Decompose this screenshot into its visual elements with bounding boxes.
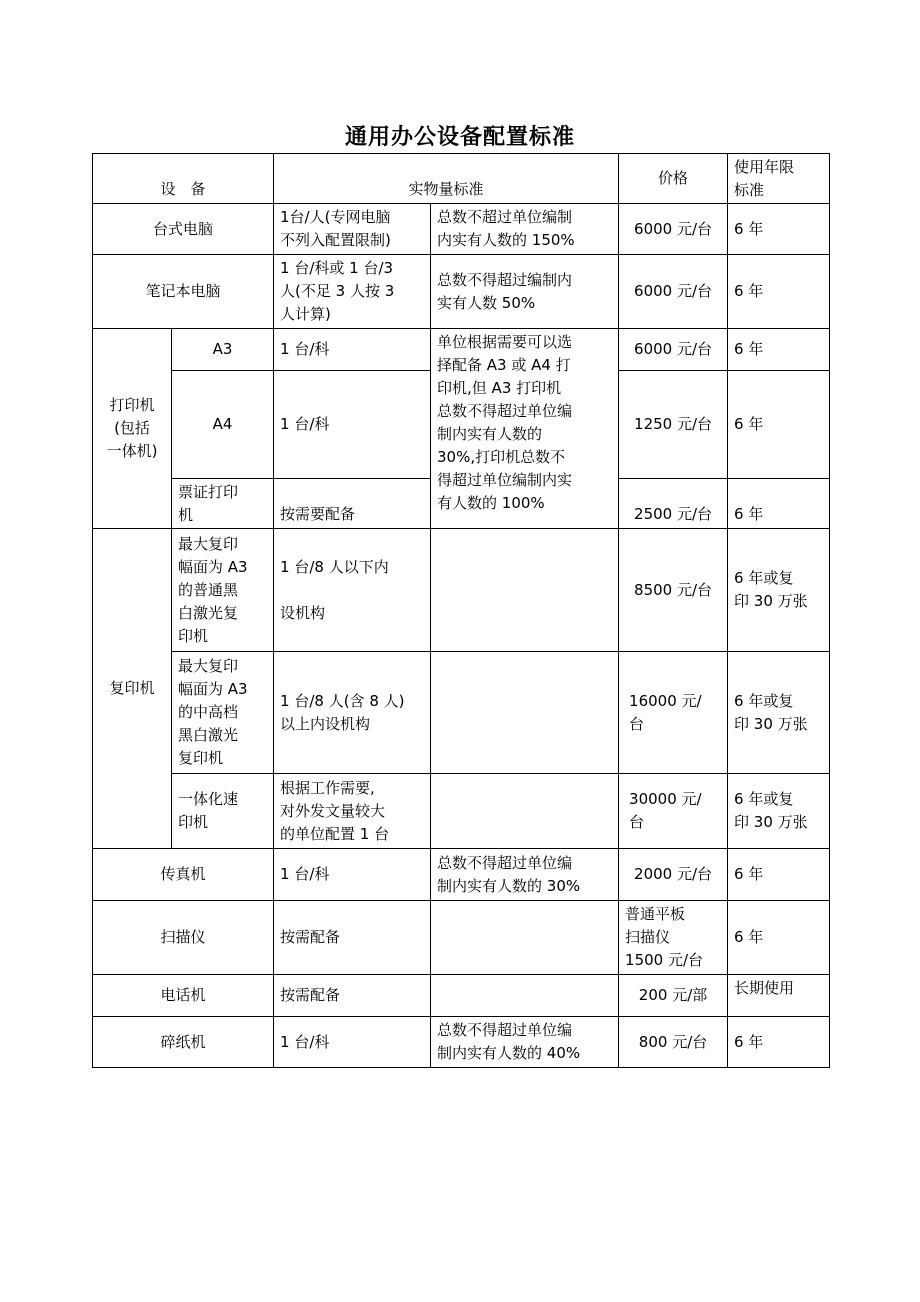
device-subtype: 最大复印 幅面为 A3 的中高档 黑白激光 复印机 (172, 652, 274, 774)
limit-standard: 总数不得超过单位编 制内实有人数的 30% (431, 849, 619, 901)
table-row (93, 529, 830, 652)
quantity-standard: 1 台/科 (274, 329, 431, 371)
price: 6000 元/台 (619, 255, 728, 329)
table-row (93, 901, 830, 975)
price: 800 元/台 (619, 1017, 728, 1068)
device-name: 台式电脑 (93, 204, 274, 255)
device-subtype: 最大复印 幅面为 A3 的普通黑 白激光复 印机 (172, 529, 274, 652)
device-subtype: A4 (172, 371, 274, 479)
price: 8500 元/台 (619, 529, 728, 652)
header-standard: 实物量标准 (274, 154, 619, 204)
quantity-standard: 根据工作需要, 对外发文量较大 的单位配置 1 台 (274, 774, 431, 849)
limit-standard: 总数不得超过编制内 实有人数 50% (431, 255, 619, 329)
equipment-standard-table (92, 153, 830, 1068)
quantity-standard: 1 台/科 (274, 1017, 431, 1068)
price: 30000 元/ 台 (619, 774, 728, 849)
table-row (93, 1017, 830, 1068)
service-life: 6 年 (728, 329, 830, 371)
limit-standard (431, 774, 619, 849)
device-subtype: 票证打印 机 (172, 479, 274, 529)
quantity-standard: 1 台/科 (274, 371, 431, 479)
table-row (93, 652, 830, 774)
service-life: 6 年 (728, 1017, 830, 1068)
quantity-standard: 1 台/8 人以下内 设机构 (274, 529, 431, 652)
price: 1250 元/台 (619, 371, 728, 479)
table-row (93, 774, 830, 849)
price: 2500 元/台 (619, 479, 728, 529)
table-row (93, 975, 830, 1017)
price: 普通平板 扫描仪 1500 元/台 (619, 901, 728, 975)
quantity-standard: 1台/人(专网电脑 不列入配置限制) (274, 204, 431, 255)
quantity-standard: 1 台/8 人(含 8 人) 以上内设机构 (274, 652, 431, 774)
device-name: 碎纸机 (93, 1017, 274, 1068)
quantity-standard: 按需配备 (274, 975, 431, 1017)
price: 6000 元/台 (619, 204, 728, 255)
device-name: 笔记本电脑 (93, 255, 274, 329)
price: 6000 元/台 (619, 329, 728, 371)
service-life: 6 年 (728, 255, 830, 329)
service-life: 6 年 (728, 371, 830, 479)
service-life: 6 年或复 印 30 万张 (728, 529, 830, 652)
service-life: 6 年或复 印 30 万张 (728, 652, 830, 774)
limit-standard (431, 652, 619, 774)
quantity-standard: 1 台/科或 1 台/3 人(不足 3 人按 3 人计算) (274, 255, 431, 329)
device-group-printer: 打印机 (包括 一体机) (93, 329, 172, 529)
service-life: 6 年或复 印 30 万张 (728, 774, 830, 849)
limit-standard: 总数不得超过单位编 制内实有人数的 40% (431, 1017, 619, 1068)
price: 16000 元/ 台 (619, 652, 728, 774)
header-device: 设 备 (93, 154, 274, 204)
device-subtype: A3 (172, 329, 274, 371)
service-life: 长期使用 (728, 975, 830, 1017)
device-group-copier: 复印机 (93, 529, 172, 849)
header-life: 使用年限 标准 (728, 154, 830, 204)
limit-standard: 单位根据需要可以选 择配备 A3 或 A4 打 印机,但 A3 打印机 总数不得超过单位编 制内实有人数的 30%,打印机总数不 得超过单位编制内实 有人数的 100% (431, 329, 619, 529)
quantity-standard: 按需配备 (274, 901, 431, 975)
device-name: 传真机 (93, 849, 274, 901)
table-row (93, 849, 830, 901)
service-life: 6 年 (728, 849, 830, 901)
table-row (93, 329, 830, 371)
quantity-standard: 按需要配备 (274, 479, 431, 529)
service-life: 6 年 (728, 479, 830, 529)
limit-standard (431, 901, 619, 975)
device-subtype: 一体化速 印机 (172, 774, 274, 849)
limit-standard (431, 529, 619, 652)
price: 200 元/部 (619, 975, 728, 1017)
header-row (93, 154, 830, 204)
device-name: 扫描仪 (93, 901, 274, 975)
service-life: 6 年 (728, 901, 830, 975)
price: 2000 元/台 (619, 849, 728, 901)
service-life: 6 年 (728, 204, 830, 255)
header-price: 价格 (619, 154, 728, 204)
document-title: 通用办公设备配置标准 (344, 125, 575, 150)
limit-standard (431, 975, 619, 1017)
table-row (93, 255, 830, 329)
device-name: 电话机 (93, 975, 274, 1017)
limit-standard: 总数不超过单位编制 内实有人数的 150% (431, 204, 619, 255)
table-row (93, 204, 830, 255)
quantity-standard: 1 台/科 (274, 849, 431, 901)
